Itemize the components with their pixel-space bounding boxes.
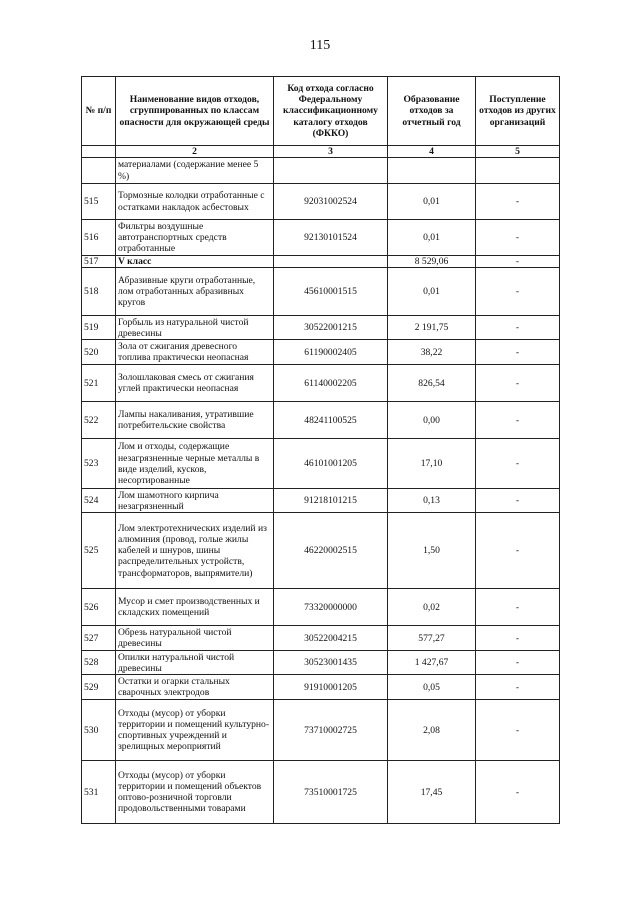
table-row: [82, 761, 560, 824]
column-number: 2: [116, 146, 274, 158]
table-row: [82, 513, 560, 589]
cell-num: 524: [82, 489, 116, 513]
cell-num: 521: [82, 365, 116, 402]
column-number: 5: [476, 146, 560, 158]
cell-amount: 0,01: [388, 268, 476, 316]
cell-amount: 17,10: [388, 439, 476, 489]
cell-num: 526: [82, 589, 116, 626]
cell-received: -: [476, 402, 560, 439]
cell-amount: 17,45: [388, 761, 476, 824]
cell-received: -: [476, 589, 560, 626]
cell-amount: 1,50: [388, 513, 476, 589]
table-row: [82, 268, 560, 316]
cell-name: Остатки и огарки стальных сварочных электродов: [116, 675, 274, 700]
cell-name: Мусор и смет производственных и складских помещений: [116, 589, 274, 626]
cell-received: -: [476, 651, 560, 675]
cell-name: Золошлаковая смесь от сжигания углей практически неопасная: [116, 365, 274, 402]
cell-amount: 8 529,06: [388, 256, 476, 268]
cell-received: -: [476, 220, 560, 256]
cell-name: Зола от сжигания древесного топлива практически неопасная: [116, 340, 274, 365]
cell-code: 91910001205: [274, 675, 388, 700]
cell-received: -: [476, 439, 560, 489]
waste-table: [81, 76, 560, 824]
table-row: [82, 675, 560, 700]
cell-code: 46220002515: [274, 513, 388, 589]
cell-amount: 2 191,75: [388, 316, 476, 340]
cell-code: 92130101524: [274, 220, 388, 256]
cell-code: 92031002524: [274, 184, 388, 220]
header-number: № п/п: [82, 77, 116, 146]
cell-amount: 0,13: [388, 489, 476, 513]
table-row: [82, 489, 560, 513]
cell-name: Фильтры воздушные автотранспортных средств отработанные: [116, 220, 274, 256]
cell-received: [476, 158, 560, 184]
cell-received: -: [476, 340, 560, 365]
cell-amount: 0,05: [388, 675, 476, 700]
cell-num: 525: [82, 513, 116, 589]
cell-received: -: [476, 489, 560, 513]
cell-code: 45610001515: [274, 268, 388, 316]
cell-received: -: [476, 761, 560, 824]
table-row: [82, 365, 560, 402]
header-received: Поступление отходов из других организаций: [476, 77, 560, 146]
cell-amount: 2,08: [388, 700, 476, 761]
table-row: [82, 158, 560, 184]
table-row: [82, 402, 560, 439]
cell-code: 73320000000: [274, 589, 388, 626]
cell-num: 516: [82, 220, 116, 256]
header-fkko-code: Код отхода согласно Федеральному классификационному каталогу отходов (ФККО): [274, 77, 388, 146]
cell-amount: 0,01: [388, 184, 476, 220]
cell-name: Опилки натуральной чистой древесины: [116, 651, 274, 675]
column-number-row: [82, 146, 560, 158]
cell-code: 73510001725: [274, 761, 388, 824]
cell-num: 530: [82, 700, 116, 761]
table-row: [82, 439, 560, 489]
header-waste-name: Наименование видов отходов, сгруппированных по классам опасности для окружающей среды: [116, 77, 274, 146]
cell-code: 61190002405: [274, 340, 388, 365]
table-row: [82, 340, 560, 365]
cell-num: 531: [82, 761, 116, 824]
column-number: 4: [388, 146, 476, 158]
cell-name: Обрезь натуральной чистой древесины: [116, 626, 274, 651]
cell-name: Лом и отходы, содержащие незагрязненные черные металлы в виде изделий, кусков, несортированные: [116, 439, 274, 489]
cell-name: Отходы (мусор) от уборки территории и помещений культурно-спортивных учреждений и зрелищных мероприятий: [116, 700, 274, 761]
cell-num: 529: [82, 675, 116, 700]
cell-received: -: [476, 316, 560, 340]
cell-code: 73710002725: [274, 700, 388, 761]
cell-num: 522: [82, 402, 116, 439]
cell-amount: 826,54: [388, 365, 476, 402]
cell-received: -: [476, 513, 560, 589]
column-number: 3: [274, 146, 388, 158]
cell-code: 61140002205: [274, 365, 388, 402]
table-row: [82, 700, 560, 761]
cell-name: Лом шамотного кирпича незагрязненный: [116, 489, 274, 513]
table-row: [82, 184, 560, 220]
cell-amount: 0,01: [388, 220, 476, 256]
cell-name: Лом электротехнических изделий из алюминия (провод, голые жилы кабелей и шнуров, шины распределительных устройств, трансформаторов, выпрямители): [116, 513, 274, 589]
cell-num: 518: [82, 268, 116, 316]
cell-code: [274, 158, 388, 184]
cell-amount: 1 427,67: [388, 651, 476, 675]
table-row: [82, 651, 560, 675]
cell-code: 30522004215: [274, 626, 388, 651]
cell-amount: 0,02: [388, 589, 476, 626]
cell-num: 528: [82, 651, 116, 675]
cell-code: 30522001215: [274, 316, 388, 340]
column-number: [82, 146, 116, 158]
cell-received: -: [476, 256, 560, 268]
cell-received: -: [476, 268, 560, 316]
table-row: [82, 589, 560, 626]
table-row: [82, 316, 560, 340]
table-header-row: [82, 77, 560, 146]
cell-num: 515: [82, 184, 116, 220]
cell-amount: 0,00: [388, 402, 476, 439]
cell-code: 46101001205: [274, 439, 388, 489]
cell-code: 30523001435: [274, 651, 388, 675]
cell-code: 48241100525: [274, 402, 388, 439]
cell-code: 91218101215: [274, 489, 388, 513]
cell-num: 520: [82, 340, 116, 365]
table-row: [82, 256, 560, 268]
cell-name: Абразивные круги отработанные, лом отработанных абразивных кругов: [116, 268, 274, 316]
cell-received: -: [476, 700, 560, 761]
table-body: [82, 158, 560, 824]
cell-received: -: [476, 675, 560, 700]
cell-name: Тормозные колодки отработанные с остатками накладок асбестовых: [116, 184, 274, 220]
table-row: [82, 626, 560, 651]
header-generated: Образование отходов за отчетный год: [388, 77, 476, 146]
cell-name: V класс: [116, 256, 274, 268]
cell-num: [82, 158, 116, 184]
cell-code: [274, 256, 388, 268]
cell-name: материалами (содержание менее 5 %): [116, 158, 274, 184]
cell-name: Отходы (мусор) от уборки территории и помещений объектов оптово-розничной торговли продовольственными товарами: [116, 761, 274, 824]
cell-name: Лампы накаливания, утратившие потребительские свойства: [116, 402, 274, 439]
cell-received: -: [476, 626, 560, 651]
cell-num: 523: [82, 439, 116, 489]
cell-received: -: [476, 365, 560, 402]
table-row: [82, 220, 560, 256]
cell-amount: 38,22: [388, 340, 476, 365]
cell-num: 517: [82, 256, 116, 268]
cell-name: Горбыль из натуральной чистой древесины: [116, 316, 274, 340]
cell-num: 527: [82, 626, 116, 651]
cell-received: -: [476, 184, 560, 220]
cell-num: 519: [82, 316, 116, 340]
cell-amount: 577,27: [388, 626, 476, 651]
cell-amount: [388, 158, 476, 184]
page-number: 115: [309, 38, 331, 53]
